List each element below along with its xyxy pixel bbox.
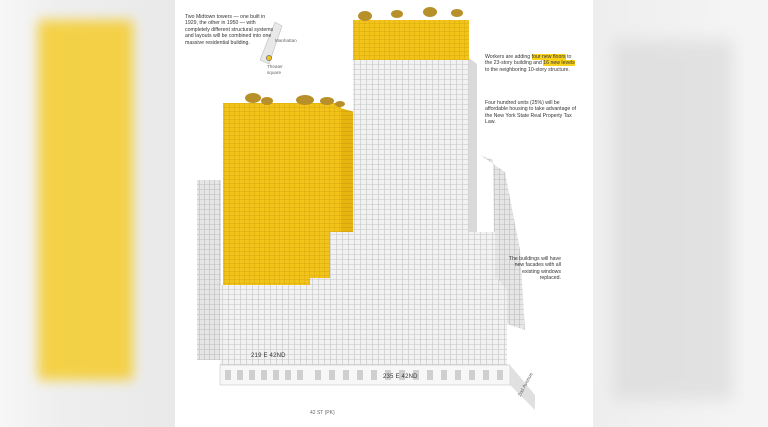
blurred-yellow-shape	[38, 20, 133, 380]
map-label-site: Theater square	[267, 64, 283, 76]
blurred-background-left	[0, 0, 175, 427]
workers-note-highlight-sixteen: 16 new levels	[543, 60, 575, 67]
workers-note	[485, 54, 580, 73]
address-label-235: 235 E 42ND	[383, 374, 418, 380]
workers-note-highlight-four: four new floors	[531, 54, 566, 60]
street-label-front: 42 ST (PK)	[310, 410, 335, 416]
blurred-background-right	[593, 0, 768, 427]
right-base-facade	[310, 278, 507, 375]
workers-note-part3: to the neighboring 10-story structure.	[485, 66, 570, 73]
illustration-panel	[175, 0, 593, 427]
street-label-side: 2nd Avenue	[517, 371, 535, 398]
right-tower-setback	[330, 232, 495, 282]
address-label-219: 219 E 42ND	[251, 353, 286, 359]
map-label-manhattan: Manhattan	[275, 38, 297, 43]
left-tower-new-floors	[223, 103, 341, 290]
right-tower-side-face	[469, 58, 477, 248]
right-tower-body	[353, 58, 469, 248]
affordable-note: Four hundred units (25%) will be affordable housing to take advantage of the New York State Real Property Tax Law.	[485, 100, 577, 126]
background-building	[197, 180, 221, 360]
blurred-grey-shape	[613, 40, 733, 400]
workers-note-part1: Workers are adding	[485, 54, 532, 60]
workers-note-part2: to the 23-story building and	[485, 54, 572, 67]
intro-note: Two Midtown towers — one built in 1929, the other in 1950 — with completely different structural systems and layouts will be combined into one massive residential building.	[185, 14, 274, 46]
facade-note: The buildings will have new facades with all existing windows replaced.	[508, 256, 561, 282]
right-tower-new-floors	[353, 20, 469, 60]
roof-garden-right	[358, 7, 463, 21]
